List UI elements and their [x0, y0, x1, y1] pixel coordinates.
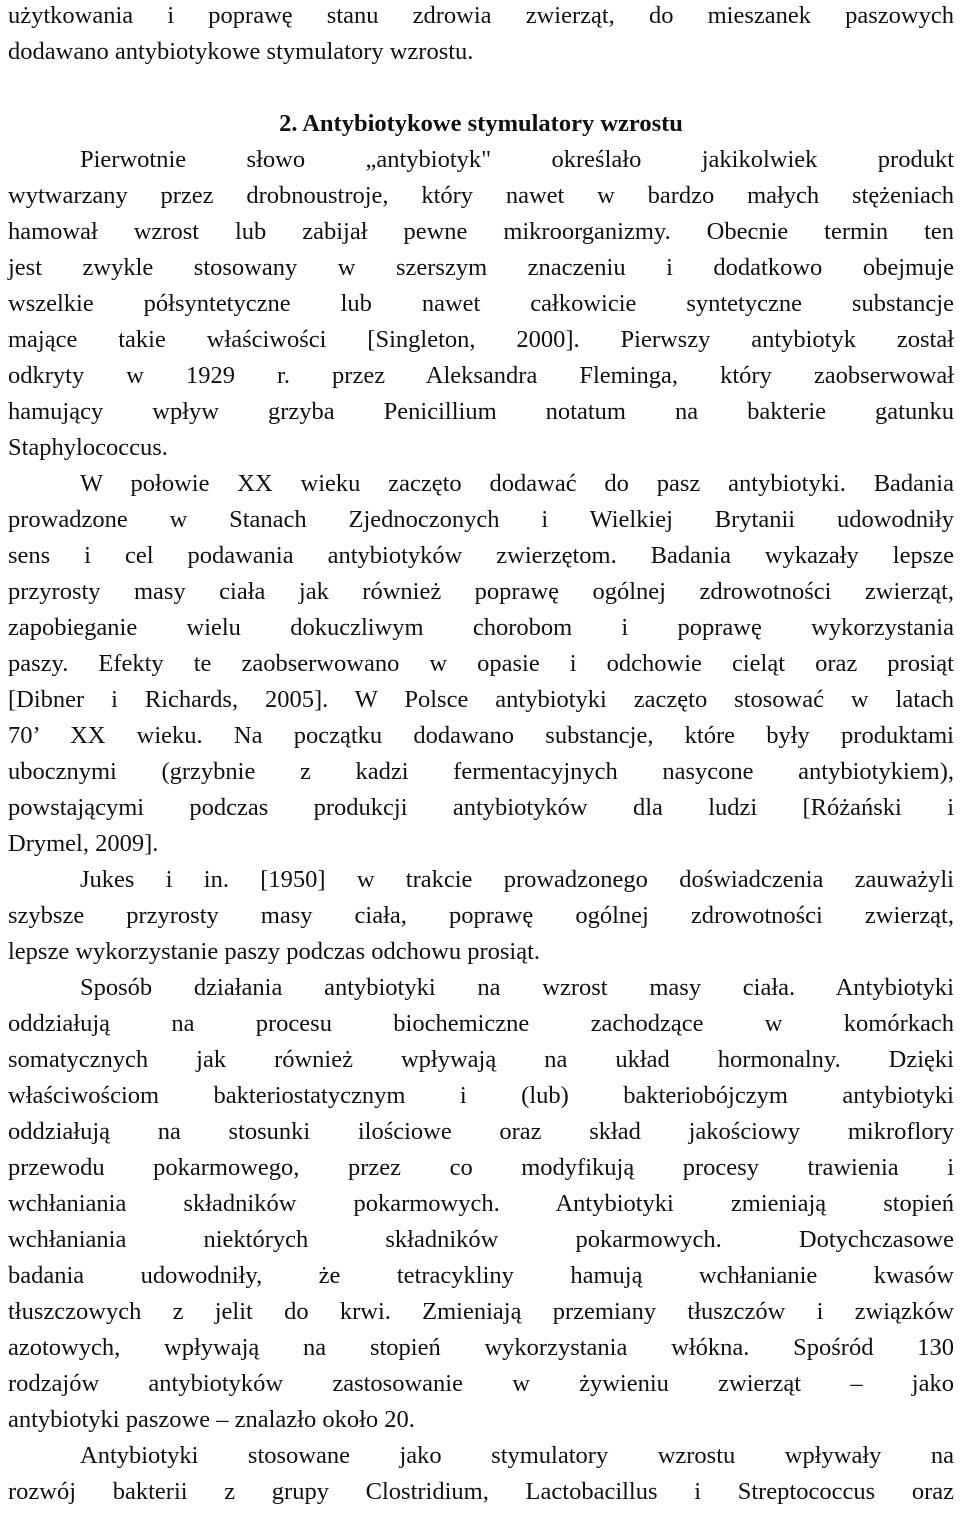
- text-line: mające takie właściwości [Singleton, 2000]. Pierwszy antybiotyk został: [8, 326, 954, 353]
- text-line: wszelkie półsyntetyczne lub nawet całkowicie syntetyczne substancje: [8, 290, 954, 317]
- text-line: paszy. Efekty te zaobserwowano w opasie i odchowie cieląt oraz prosiąt: [8, 650, 954, 677]
- text-line: hamował wzrost lub zabijał pewne mikroorganizmy. Obecnie termin ten: [8, 218, 954, 245]
- text-line: azotowych, wpływają na stopień wykorzystania włókna. Spośród 130: [8, 1334, 954, 1361]
- text-line: ubocznymi (grzybnie z kadzi fermentacyjnych nasycone antybiotykiem),: [8, 758, 954, 785]
- text-line: przewodu pokarmowego, przez co modyfikują procesy trawienia i: [8, 1154, 954, 1181]
- text-line: Jukes i in. [1950] w trakcie prowadzonego doświadczenia zauważyli: [80, 866, 954, 893]
- text-line: odkryty w 1929 r. przez Aleksandra Fleminga, który zaobserwował: [8, 362, 954, 389]
- text-line: Pierwotnie słowo „antybiotyk" określało jakikolwiek produkt: [80, 146, 954, 173]
- text-line: W połowie XX wieku zaczęto dodawać do pasz antybiotyki. Badania: [80, 470, 954, 497]
- text-line: sens i cel podawania antybiotyków zwierzętom. Badania wykazały lepsze: [8, 542, 954, 569]
- text-line: przyrosty masy ciała jak również poprawę ogólnej zdrowotności zwierząt,: [8, 578, 954, 605]
- text-line: antybiotyki paszowe – znalazło około 20.: [8, 1406, 415, 1433]
- text-line: powstającymi podczas produkcji antybiotyków dla ludzi [Różański i: [8, 794, 954, 821]
- text-line: Sposób działania antybiotyki na wzrost masy ciała. Antybiotyki: [80, 974, 954, 1001]
- text-line: użytkowania i poprawę stanu zdrowia zwierząt, do mieszanek paszowych: [8, 2, 954, 29]
- text-line: szybsze przyrosty masy ciała, poprawę ogólnej zdrowotności zwierząt,: [8, 902, 954, 929]
- text-line: 70’ XX wieku. Na początku dodawano substancje, które były produktami: [8, 722, 954, 749]
- text-line: Drymel, 2009].: [8, 830, 159, 857]
- section-heading: 2. Antybiotykowe stymulatory wzrostu: [279, 110, 683, 137]
- text-line: rodzajów antybiotyków zastosowanie w żywieniu zwierząt – jako: [8, 1370, 954, 1397]
- text-line: jest zwykle stosowany w szerszym znaczeniu i dodatkowo obejmuje: [8, 254, 954, 281]
- text-line: hamujący wpływ grzyba Penicillium notatum na bakterie gatunku: [8, 398, 954, 425]
- text-line: prowadzone w Stanach Zjednoczonych i Wielkiej Brytanii udowodniły: [8, 506, 954, 533]
- text-line: [Dibner i Richards, 2005]. W Polsce antybiotyki zaczęto stosować w latach: [8, 686, 954, 713]
- text-line: Staphylococcus.: [8, 434, 168, 461]
- text-line: wchłaniania składników pokarmowych. Antybiotyki zmieniają stopień: [8, 1190, 954, 1217]
- text-line: wchłaniania niektórych składników pokarmowych. Dotychczasowe: [8, 1226, 954, 1253]
- text-line: wytwarzany przez drobnoustroje, który nawet w bardzo małych stężeniach: [8, 182, 954, 209]
- text-line: rozwój bakterii z grupy Clostridium, Lactobacillus i Streptococcus oraz: [8, 1478, 954, 1505]
- text-line: somatycznych jak również wpływają na układ hormonalny. Dzięki: [8, 1046, 954, 1073]
- text-line: oddziałują na stosunki ilościowe oraz skład jakościowy mikroflory: [8, 1118, 954, 1145]
- text-line: właściwościom bakteriostatycznym i (lub) bakteriobójczym antybiotyki: [8, 1082, 954, 1109]
- text-line: oddziałują na procesu biochemiczne zachodzące w komórkach: [8, 1010, 954, 1037]
- text-line: tłuszczowych z jelit do krwi. Zmieniają przemiany tłuszczów i związków: [8, 1298, 954, 1325]
- text-line: dodawano antybiotykowe stymulatory wzrostu.: [8, 38, 474, 65]
- text-line: lepsze wykorzystanie paszy podczas odchowu prosiąt.: [8, 938, 541, 965]
- text-line: badania udowodniły, że tetracykliny hamują wchłanianie kwasów: [8, 1262, 954, 1289]
- text-line: Antybiotyki stosowane jako stymulatory wzrostu wpływały na: [80, 1442, 954, 1469]
- text-line: zapobieganie wielu dokuczliwym chorobom i poprawę wykorzystania: [8, 614, 954, 641]
